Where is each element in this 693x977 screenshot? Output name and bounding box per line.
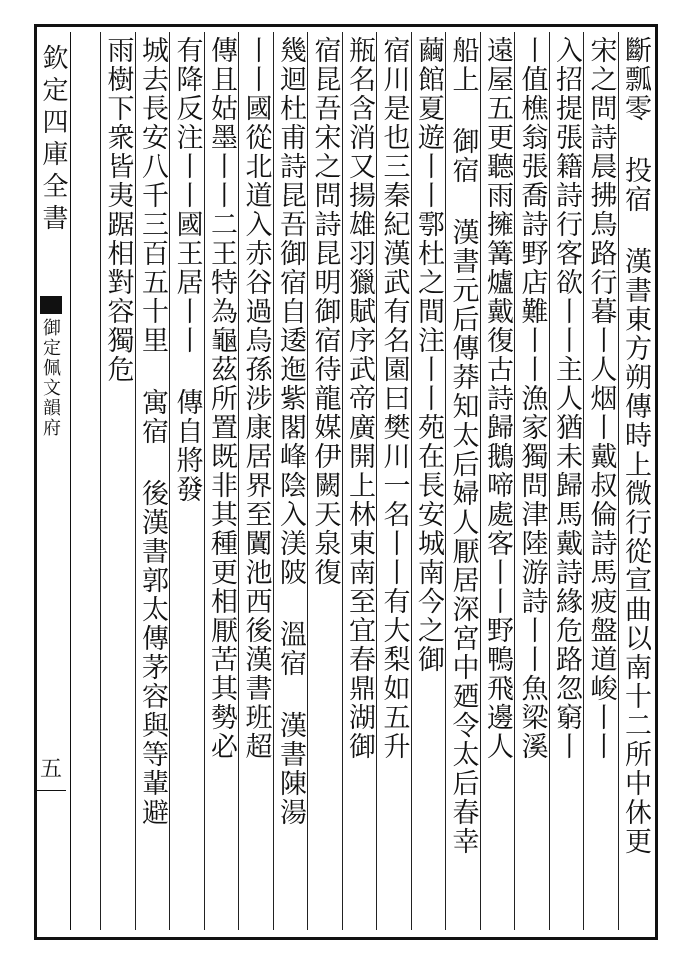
text-column: 入招提張籍詩行客欲丨丨主人猶未歸馬戴詩緣危路忽窮丨: [551, 36, 582, 761]
text-column: 丨值樵翁張喬詩野店難丨丨漁家獨問津陸游詩丨丨魚梁溪: [516, 36, 548, 761]
section-title: 御定佩文韻府: [40, 318, 61, 438]
text-column: 船上 御宿 漢書元后傳莽知太后婦人厭居深宮中廼令太后春幸: [447, 36, 479, 856]
fishtail-mark: [40, 296, 62, 314]
text-column: 雨樹下衆皆夷踞相對容獨危: [102, 36, 134, 384]
text-column: 傳且姑墨丨丨二王特為龜茲所置既非其種更相厭苦其勢必: [206, 36, 237, 761]
margin-rule: [70, 32, 71, 930]
text-column: 丨丨國從北道入赤谷過烏孫涉康居界至闐池西後漢書班超: [240, 36, 272, 761]
text-column: 宿昆吾宋之問詩昆明御宿待龍媒伊闕天泉復: [309, 36, 341, 587]
text-column: 斷瓢零 投宿 漢書東方朔傳時上微行從宣曲以南十二所中休更: [620, 36, 651, 856]
book-title: 欽定四庫全書: [38, 44, 68, 236]
text-column: 繭館夏遊丨丨鄠杜之間注丨丨苑在長安城南今之御: [413, 36, 444, 674]
text-column: 幾迴杜甫詩昆吾御宿自逶迤紫閣峰陰入渼陂 溫宿 漢書陳湯: [275, 36, 306, 827]
text-column: 城去長安八千三百五十里 寓宿 後漢書郭太傳茅容與等輩避: [137, 36, 168, 827]
page-number-rule: [36, 790, 66, 791]
text-column: 宋之問詩晨拂鳥路行暮丨人烟丨戴叔倫詩馬疲盤道峻丨丨: [585, 36, 617, 761]
text-column: 瓶名含消又揚雄羽獵賦序武帝廣開上林東南至宜春鼎湖御: [344, 36, 375, 761]
text-column: 宿川是也三秦紀漢武有名園曰樊川一名丨丨有大梨如五升: [378, 36, 410, 761]
page-number: 五: [40, 757, 63, 782]
text-column: 有降反注丨丨國王居丨丨 傳自將發: [171, 36, 203, 504]
text-column: 遠屋五更聽雨擁篝爐戴復古詩歸鵝啼處客丨丨野鴨飛邊人: [482, 36, 513, 761]
